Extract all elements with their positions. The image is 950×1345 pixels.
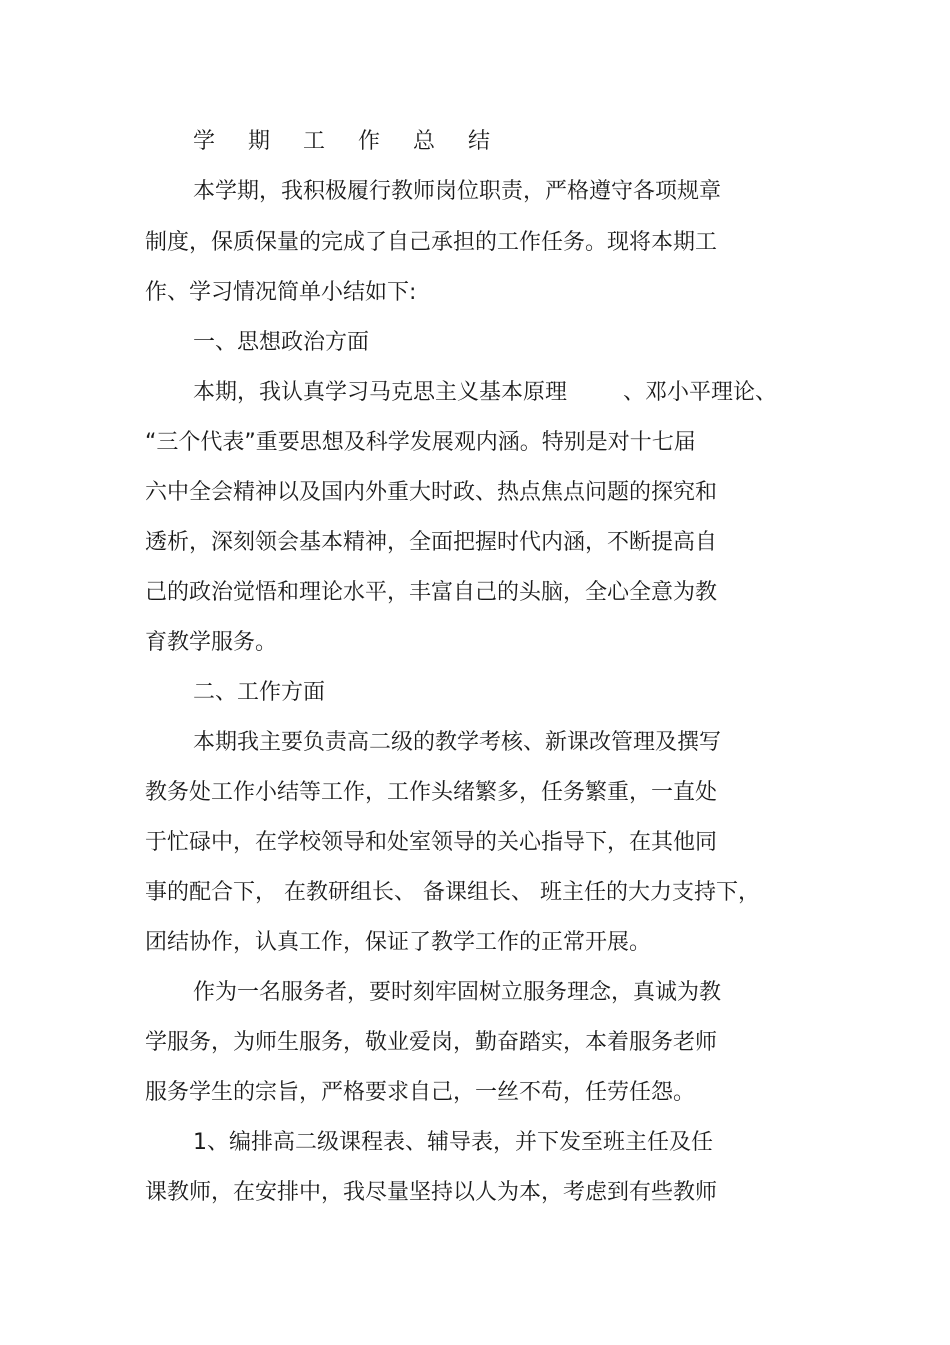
paragraph-line: “三个代表”重要思想及科学发展观内涵。特别是对十七届: [145, 430, 696, 455]
paragraph-line: 学服务，为师生服务，敬业爱岗，勤奋踏实，本着服务老师: [145, 1030, 718, 1055]
paragraph-line: 服务学生的宗旨，严格要求自己，一丝不苟，任劳任怨。: [145, 1080, 696, 1105]
paragraph-line: 作为一名服务者，要时刻牢固树立服务理念，真诚为教: [193, 980, 722, 1005]
section-heading: 一、思想政治方面: [193, 330, 370, 355]
paragraph-line: 教务处工作小结等工作，工作头绪繁多，任务繁重，一直处: [145, 780, 718, 805]
paragraph-line: 透析，深刻领会基本精神，全面把握时代内涵，不断提高自: [145, 530, 718, 555]
paragraph-line: 课教师，在安排中，我尽量坚持以人为本，考虑到有些教师: [145, 1180, 718, 1205]
paragraph-line: 本期，我认真学习马克思主义基本原理 、邓小平理论、: [193, 380, 777, 405]
paragraph-line: 1、编排高二级课程表、辅导表，并下发至班主任及任: [193, 1130, 713, 1155]
paragraph-line: 团结协作，认真工作，保证了教学工作的正常开展。: [145, 930, 652, 955]
paragraph-line: 本期我主要负责高二级的教学考核、新课改管理及撰写: [193, 730, 722, 755]
paragraph-line: 育教学服务。: [145, 630, 278, 655]
section-heading: 二、工作方面: [193, 680, 326, 705]
paragraph-line: 事的配合下， 在教研组长、 备课组长、 班主任的大力支持下，: [145, 880, 760, 905]
paragraph-line: 六中全会精神以及国内外重大时政、热点焦点问题的探究和: [145, 480, 718, 505]
paragraph-line: 本学期，我积极履行教师岗位职责，严格遵守各项规章: [193, 179, 722, 204]
paragraph-line: 制度，保质保量的完成了自己承担的工作任务。现将本期工: [145, 230, 718, 255]
paragraph-line: 于忙碌中，在学校领导和处室领导的关心指导下，在其他同: [145, 830, 718, 855]
document-title: 学 期 工 作 总 结: [193, 129, 503, 154]
paragraph-line: 己的政治觉悟和理论水平，丰富自己的头脑，全心全意为教: [145, 580, 718, 605]
paragraph-line: 作、学习情况简单小结如下:: [145, 280, 417, 305]
